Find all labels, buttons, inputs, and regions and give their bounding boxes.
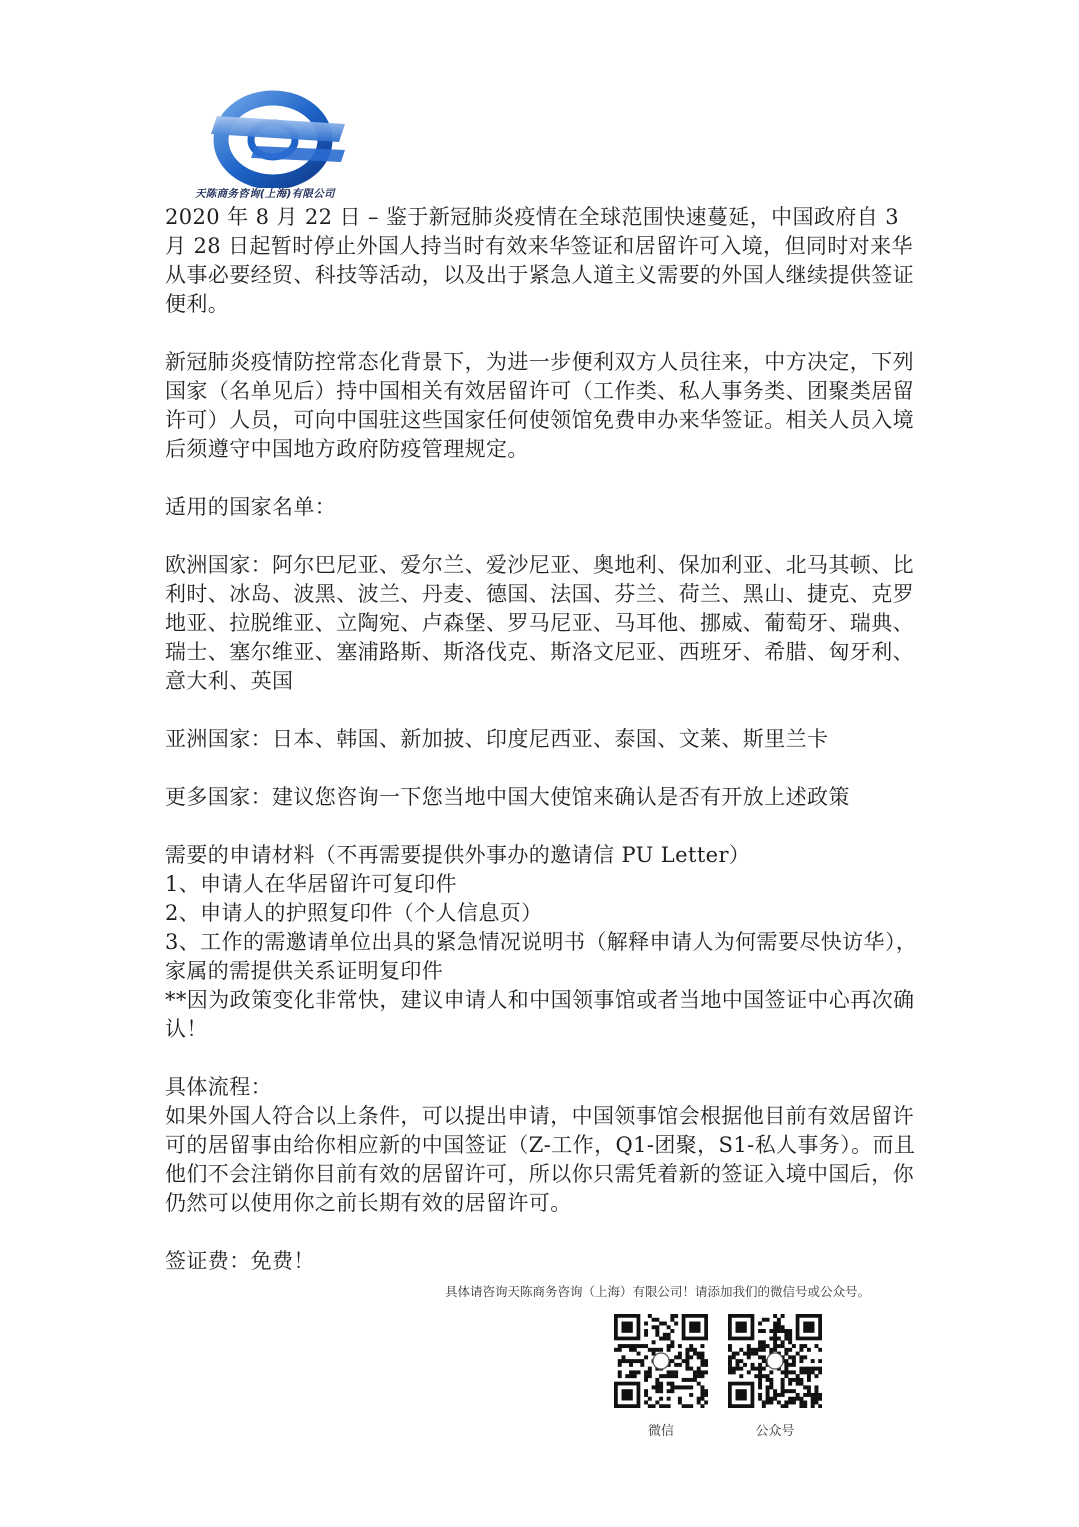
wechat-label: 微信 — [647, 1424, 674, 1439]
policy-note: **因为政策变化非常快，建议申请人和中国领事馆或者当地中国签证中心再次确认！ — [165, 988, 915, 1041]
company-name: 天陈商务咨询(上海)有限公司 — [195, 188, 335, 200]
material-item: 2、申请人的护照复印件（个人信息页） — [165, 901, 543, 925]
asia-countries: 亚洲国家：日本、韩国、新加披、印度尼西亚、泰国、文莱、斯里兰卡 — [165, 727, 829, 751]
material-item: 3、工作的需邀请单位出具的紧急情况说明书（解释申请人为何需要尽快访华），家属的需提供关系证明复印件 — [165, 930, 918, 983]
materials-heading: 需要的申请材料（不再需要提供外事办的邀请信 PU Letter） — [165, 843, 751, 867]
contact-note: 具体请咨询天陈商务咨询（上海）有限公司！请添加我们的微信号或公众号。 — [445, 1284, 871, 1299]
company-globe-logo-icon — [195, 88, 370, 188]
wechat-qr-code[interactable] — [614, 1314, 708, 1408]
official-account-qr-code[interactable] — [728, 1314, 822, 1408]
intro-paragraph: 2020 年 8 月 22 日 – 鉴于新冠肺炎疫情在全球范围快速蔓延，中国政府自 3 月 28 日起暂时停止外国人持当时有效来华签证和居留许可入境，但同时对来华从事必要经贸、科技等活动，以及出于紧急人道主义需要的外国人继续提供签证便利。 — [165, 205, 914, 316]
company-logo — [195, 88, 370, 203]
country-list-heading: 适用的国家名单： — [165, 495, 337, 519]
europe-countries: 欧洲国家：阿尔巴尼亚、爱尔兰、爱沙尼亚、奥地利、保加利亚、北马其顿、比利时、冰岛、波黑、波兰、丹麦、德国、法国、芬兰、荷兰、黑山、捷克、克罗地亚、拉脱维亚、立陶宛、卢森堡、罗马尼亚、马耳他、挪威、葡萄牙、瑞典、瑞士、塞尔维亚、塞浦路斯、斯洛伐克、斯洛文尼亚、西班牙、希腊、匈牙利、意大利、英国 — [165, 553, 914, 693]
official-account-label: 公众号 — [755, 1424, 795, 1439]
document-body — [165, 203, 925, 1276]
visa-fee: 签证费：免费！ — [165, 1249, 315, 1273]
more-countries: 更多国家：建议您咨询一下您当地中国大使馆来确认是否有开放上述政策 — [165, 785, 850, 809]
policy-paragraph: 新冠肺炎疫情防控常态化背景下，为进一步便利双方人员往来，中方决定，下列国家（名单见后）持中国相关有效居留许可（工作类、私人事务类、团聚类居留许可）人员，可向中国驻这些国家任何使领馆免费申办来华签证。相关人员入境后须遵守中国地方政府防疫管理规定。 — [165, 350, 914, 461]
qr-code-icon — [728, 1314, 822, 1408]
material-item: 1、申请人在华居留许可复印件 — [165, 872, 457, 896]
process-paragraph: 如果外国人符合以上条件，可以提出申请，中国领事馆会根据他目前有效居留许可的居留事由给你相应新的中国签证（Z-工作，Q1-团聚，S1-私人事务）。而且他们不会注销你目前有效的居留许可，所以你只需凭着新的签证入境中国后，你仍然可以使用你之前长期有效的居留许可。 — [165, 1104, 916, 1215]
qr-code-icon — [614, 1314, 708, 1408]
process-heading: 具体流程： — [165, 1075, 272, 1099]
